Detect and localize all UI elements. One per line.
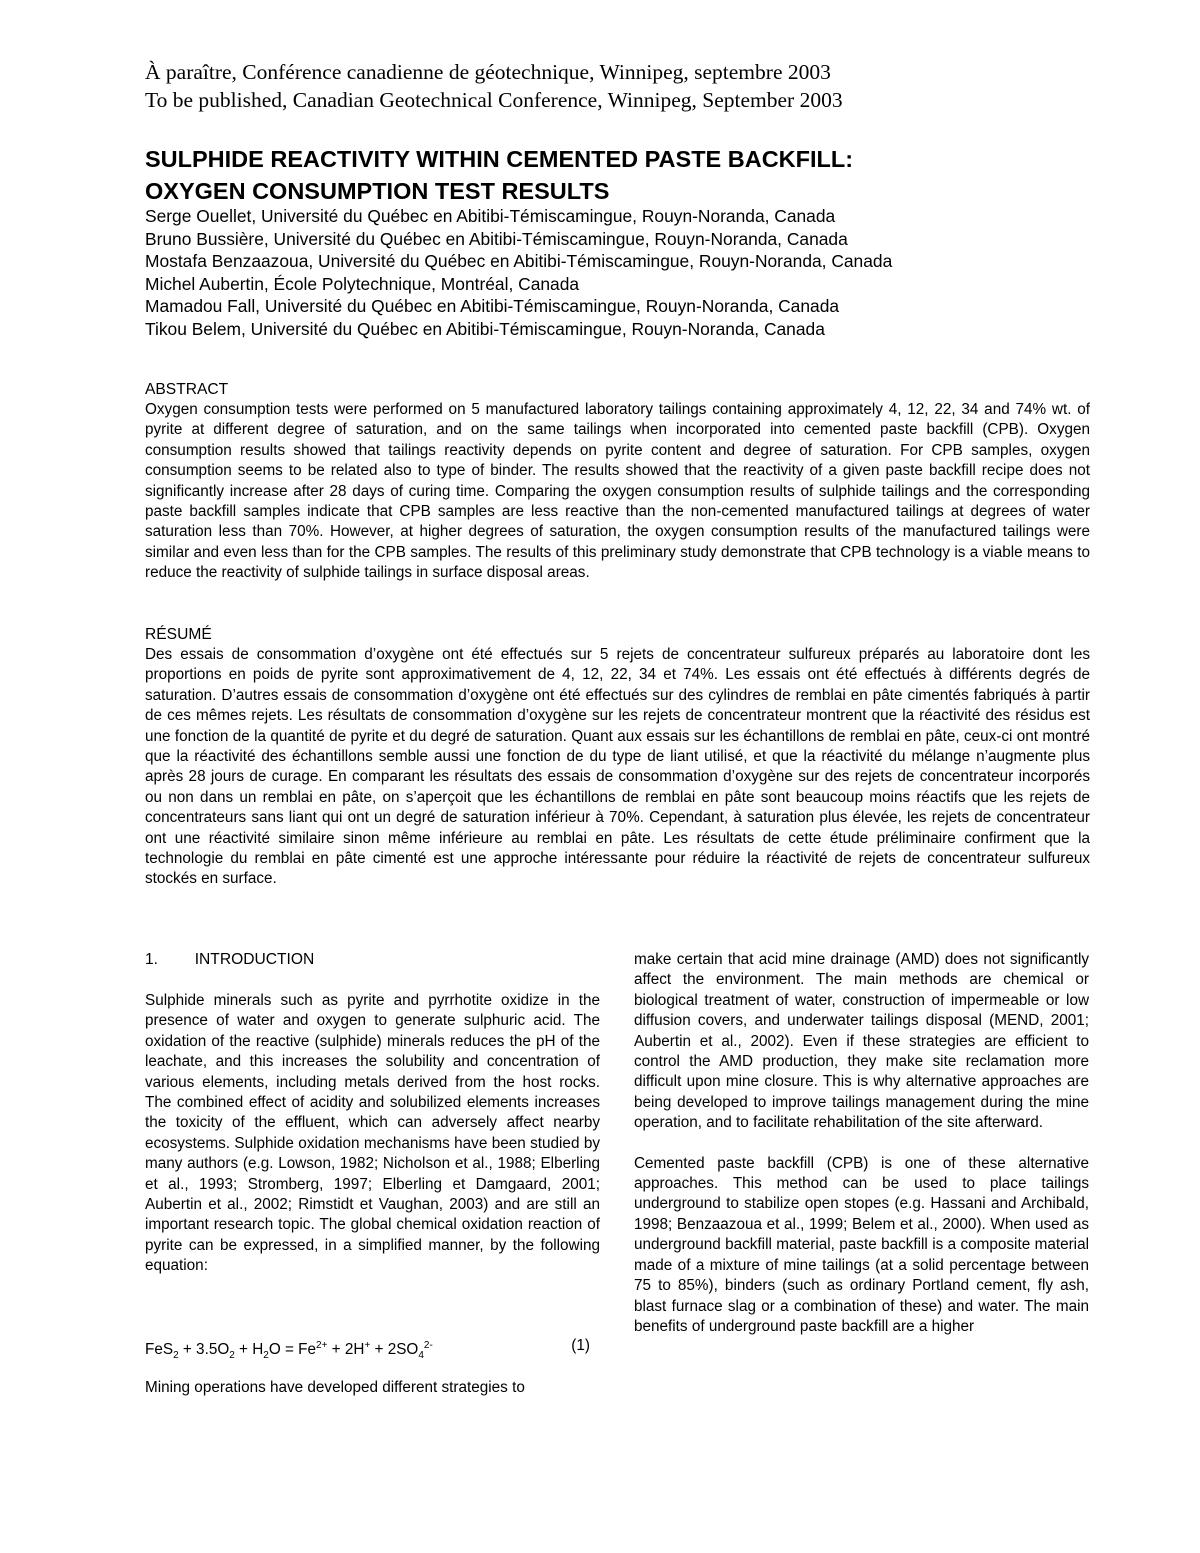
- abstract-heading: ABSTRACT: [145, 381, 229, 398]
- equation-body: $FeS_2 + 3.5O_2 + H_2O = Fe^{2+} + 2H^+ + 2SO_4^{2-}$: [145, 1340, 433, 1362]
- left-column: [145, 991, 600, 1277]
- author-line: Bruno Bussière, Université du Québec en Abitibi-Témiscamingue, Rouyn-Noranda, Canada: [145, 228, 848, 249]
- resume-heading: RÉSUMÉ: [145, 626, 212, 643]
- author-line: Mamadou Fall, Université du Québec en Abitibi-Témiscamingue, Rouyn-Noranda, Canada: [145, 296, 840, 316]
- paper-title: [145, 143, 853, 207]
- author-line: Serge Ouellet, Université du Québec en Abitibi-Témiscamingue, Rouyn-Noranda, Canada: [145, 206, 836, 226]
- publication-note: [145, 58, 843, 114]
- equation-number: (1): [571, 1337, 590, 1354]
- publication-note-fr: À paraître, Conférence canadienne de géotechnique, Winnipeg, septembre 2003: [145, 60, 831, 84]
- abstract-text: Oxygen consumption tests were performed on 5 manufactured laboratory tailings containing approximately 4, 12, 22, 34 and 74% wt. of pyrite at different degree of saturation, and on the same tailings when incorporated into cemented paste backfill (CPB). Oxygen consumption results showed that tailings reactivity depends on pyrite content and degree of saturation. For CPB samples, oxygen consumption seems to be related also to type of binder. The results showed that the reactivity of a given paste backfill recipe does not significantly increase after 28 days of curing time. Comparing the oxygen consumption results of sulphide tailings and the corresponding paste backfill samples indicate that CPB samples are less reactive than the non-cemented manufactured tailings at degrees of water saturation less than 70%. However, at higher degrees of saturation, the oxygen consumption results of the manufactured tailings were similar and even less than for the CPB samples. The results of this preliminary study demonstrate that CPB technology is a viable means to reduce the reactivity of sulphide tailings in surface disposal areas.: [145, 401, 1090, 582]
- paragraph-spacer: [634, 1134, 1089, 1154]
- intro-right-paragraph-1: make certain that acid mine drainage (AMD) does not significantly affect the environment. The main methods are chemical or biological treatment of water, construction of impermeable or low diffusion covers, and underwater tailings disposal (MEND, 2001; Aubertin et al., 2002). Even if these strategies are efficient to control the AMD production, they make site reclamation more difficult upon mine closure. This is why alternative approaches are being developed to improve tailings management during the mine operation, and to facilitate rehabilitation of the site afterward.: [634, 951, 1089, 1132]
- right-column: [634, 950, 1089, 1337]
- author-line: Tikou Belem, Université du Québec en Abitibi-Témiscamingue, Rouyn-Noranda, Canada: [145, 318, 825, 339]
- section-title: INTRODUCTION: [194, 951, 315, 968]
- publication-note-en: To be published, Canadian Geotechnical Conference, Winnipeg, September 2003: [145, 88, 843, 112]
- author-line: Mostafa Benzaazoua, Université du Québec en Abitibi-Témiscamingue, Rouyn-Noranda, Canada: [145, 251, 893, 271]
- intro-left-paragraph-2: Mining operations have developed different strategies to: [145, 1379, 525, 1396]
- author-list: [145, 205, 892, 340]
- introduction-heading: [145, 950, 314, 970]
- equation-1: [145, 1336, 590, 1366]
- intro-left-paragraph-1: Sulphide minerals such as pyrite and pyrrhotite oxidize in the presence of water and oxygen to generate sulphuric acid. The oxidation of the reactive (sulphide) minerals reduces the pH of the leachate, and this increases the solubility and concentration of various elements, including metals derived from the host rocks. The combined effect of acidity and solubilized elements increases the toxicity of the effluent, which can adversely affect nearby ecosystems. Sulphide oxidation mechanisms have been studied by many authors (e.g. Lowson, 1982; Nicholson et al., 1988; Elberling et al., 1993; Stromberg, 1997; Elberling et Damgaard, 2001; Aubertin et al., 2002; Rimstidt et Vaughan, 2003) and are still an important research topic. The global chemical oxidation reaction of pyrite can be expressed, in a simplified manner, by the following equation:: [145, 992, 600, 1275]
- title-line-2: OXYGEN CONSUMPTION TEST RESULTS: [145, 178, 610, 204]
- author-line: Michel Aubertin, École Polytechnique, Montréal, Canada: [145, 273, 580, 294]
- title-line-1: SULPHIDE REACTIVITY WITHIN CEMENTED PASTE BACKFILL:: [145, 146, 854, 172]
- left-column-continued: [145, 1378, 600, 1398]
- section-number: 1.: [145, 951, 159, 968]
- resume-text: Des essais de consommation d’oxygène ont été effectués sur 5 rejets de concentrateur sulfureux préparés au laboratoire dont les proportions en poids de pyrite sont approximativement de 4, 12, 22, 34 et 74%. Les essais ont été effectués à différents degrés de saturation. D’autres essais de consommation d’oxygène ont été effectués sur des cylindres de remblai en pâte cimentés fabriqués à partir de ces mêmes rejets. Les résultats de consommation d’oxygène sur les rejets de concentrateur montrent que la réactivité des résidus est une fonction de la quantité de pyrite et du degré de saturation. Quant aux essais sur les échantillons de remblai en pâte, ceux-ci ont montré que la réactivité des échantillons semble aussi une fonction de du type de liant utilisé, et que la réactivité du mélange n’augmente plus après 28 jours de curage. En comparant les résultats des essais de consommation d’oxygène sur des rejets de concentrateur incorporés ou non dans un remblai en pâte, on s’aperçoit que les échantillons de remblai en pâte sont beaucoup moins réactifs que les rejets de concentrateurs sans liant qui ont un degré de saturation inférieur à 70%. Cependant, à saturation plus élevée, les rejets de concentrateur ont une réactivité similaire sinon même inférieure au remblai en pâte. Les résultats de cette étude préliminaire confirment que la technologie du remblai en pâte cimenté est une approche intéressante pour réduire la réactivité de rejets de concentrateur sulfureux stockés en surface.: [145, 646, 1090, 888]
- intro-right-paragraph-2: Cemented paste backfill (CPB) is one of these alternative approaches. This method can be used to place tailings underground to stabilize open stopes (e.g. Hassani and Archibald, 1998; Benzaazoua et al., 1999; Belem et al., 2000). When used as underground backfill material, paste backfill is a composite material made of a mixture of mine tailings (at a solid percentage between 75 to 85%), binders (such as ordinary Portland cement, fly ash, blast furnace slag or a combination of these) and water. The main benefits of underground paste backfill are a higher: [634, 1154, 1089, 1335]
